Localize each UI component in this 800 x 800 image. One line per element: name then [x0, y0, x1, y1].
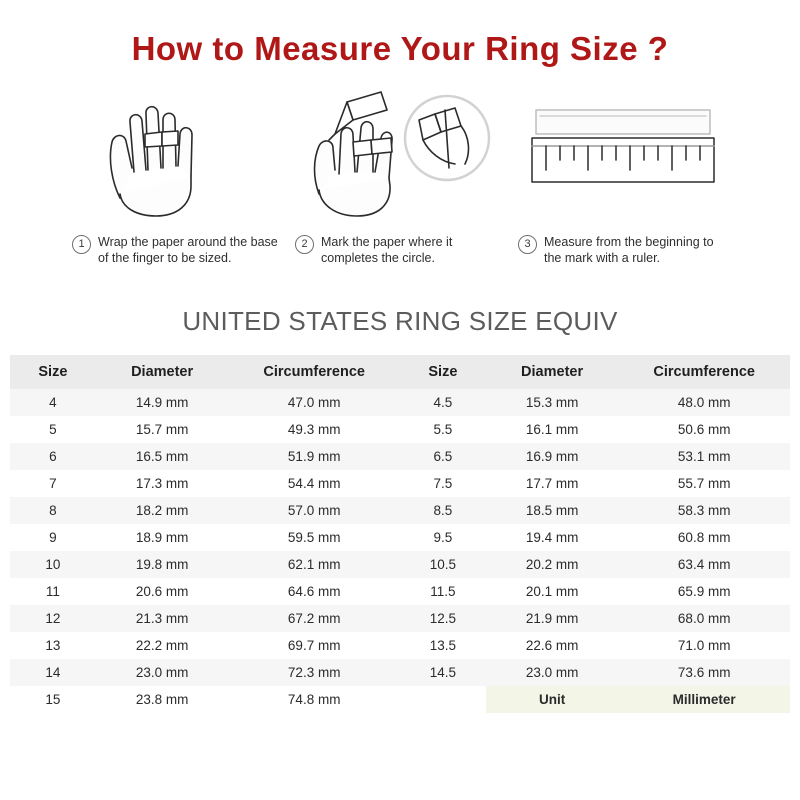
table-cell: 11.5: [400, 578, 486, 605]
table-cell: 16.5 mm: [96, 443, 229, 470]
table-cell: 15.7 mm: [96, 416, 229, 443]
table-cell: 50.6 mm: [618, 416, 790, 443]
table-cell: 10.5: [400, 551, 486, 578]
column-header-circumference-left: Circumference: [228, 355, 400, 389]
step-2: [295, 90, 505, 266]
table-cell: 9.5: [400, 524, 486, 551]
table-cell: 60.8 mm: [618, 524, 790, 551]
table-cell: 63.4 mm: [618, 551, 790, 578]
step-3: [518, 90, 728, 266]
table-cell: 9: [10, 524, 96, 551]
table-row: [10, 659, 790, 686]
step-1-text: Wrap the paper around the base of the finger to be sized.: [98, 235, 278, 265]
table-cell: 23.8 mm: [96, 686, 229, 713]
table-cell: 21.9 mm: [486, 605, 619, 632]
table-cell: 19.8 mm: [96, 551, 229, 578]
table-row: [10, 443, 790, 470]
table-cell: 5: [10, 416, 96, 443]
table-row: [10, 632, 790, 659]
table-cell: 4.5: [400, 389, 486, 416]
table-row: [10, 389, 790, 416]
table-cell: 48.0 mm: [618, 389, 790, 416]
table-cell: 7.5: [400, 470, 486, 497]
table-cell: 11: [10, 578, 96, 605]
table-cell: 19.4 mm: [486, 524, 619, 551]
table-cell: 73.6 mm: [618, 659, 790, 686]
table-cell: 13: [10, 632, 96, 659]
table-cell: 49.3 mm: [228, 416, 400, 443]
table-cell: 12: [10, 605, 96, 632]
column-header-size-left: Size: [10, 355, 96, 389]
table-cell: 55.7 mm: [618, 470, 790, 497]
table-cell: Unit: [486, 686, 619, 713]
table-cell: 8.5: [400, 497, 486, 524]
table-row: [10, 686, 790, 713]
step-2-caption: [295, 234, 505, 266]
table-row: [10, 497, 790, 524]
table-row: [10, 524, 790, 551]
table-cell: 22.2 mm: [96, 632, 229, 659]
table-cell: 23.0 mm: [486, 659, 619, 686]
table-cell: 71.0 mm: [618, 632, 790, 659]
table-cell: 14.9 mm: [96, 389, 229, 416]
table-cell: Millimeter: [618, 686, 790, 713]
step-1-caption: [72, 234, 282, 266]
page-title: How to Measure Your Ring Size ?: [131, 30, 669, 67]
table-cell: 6.5: [400, 443, 486, 470]
table-cell: 6: [10, 443, 96, 470]
table-cell: 62.1 mm: [228, 551, 400, 578]
ruler-measure-icon: [518, 90, 728, 218]
table-cell: 17.3 mm: [96, 470, 229, 497]
step-2-text: Mark the paper where it completes the circle.: [321, 235, 453, 265]
step-2-number: 2: [295, 235, 314, 254]
table-row: [10, 578, 790, 605]
table-cell: 74.8 mm: [228, 686, 400, 713]
table-cell: 4: [10, 389, 96, 416]
table-cell: 10: [10, 551, 96, 578]
table-cell: 21.3 mm: [96, 605, 229, 632]
table-cell: 72.3 mm: [228, 659, 400, 686]
table-cell: 16.1 mm: [486, 416, 619, 443]
table-cell: 47.0 mm: [228, 389, 400, 416]
step-3-text: Measure from the beginning to the mark with a ruler.: [544, 235, 714, 265]
table-cell: 15: [10, 686, 96, 713]
column-header-circumference-right: Circumference: [618, 355, 790, 389]
hand-paper-strip-icon: [72, 90, 282, 218]
column-header-diameter-left: Diameter: [96, 355, 229, 389]
table-cell: [400, 686, 486, 713]
table-cell: 14.5: [400, 659, 486, 686]
table-cell: 23.0 mm: [96, 659, 229, 686]
ring-size-table: [10, 355, 790, 713]
step-1: [72, 90, 282, 266]
step-3-number: 3: [518, 235, 537, 254]
table-cell: 65.9 mm: [618, 578, 790, 605]
table-cell: 22.6 mm: [486, 632, 619, 659]
table-cell: 8: [10, 497, 96, 524]
table-cell: 18.9 mm: [96, 524, 229, 551]
hand-pen-marking-icon: [295, 90, 505, 218]
table-row: [10, 416, 790, 443]
table-cell: 7: [10, 470, 96, 497]
table-cell: 18.5 mm: [486, 497, 619, 524]
table-body: [10, 389, 790, 713]
table-cell: 13.5: [400, 632, 486, 659]
table-row: [10, 605, 790, 632]
table-row: [10, 551, 790, 578]
table-cell: 58.3 mm: [618, 497, 790, 524]
steps-row: [0, 68, 800, 266]
table-cell: 69.7 mm: [228, 632, 400, 659]
table-cell: 57.0 mm: [228, 497, 400, 524]
table-cell: 20.2 mm: [486, 551, 619, 578]
table-cell: 20.1 mm: [486, 578, 619, 605]
table-heading: UNITED STATES RING SIZE EQUIV: [182, 306, 618, 336]
table-cell: 68.0 mm: [618, 605, 790, 632]
table-cell: 53.1 mm: [618, 443, 790, 470]
table-cell: 18.2 mm: [96, 497, 229, 524]
step-3-caption: [518, 234, 728, 266]
table-cell: 5.5: [400, 416, 486, 443]
step-1-number: 1: [72, 235, 91, 254]
column-header-size-right: Size: [400, 355, 486, 389]
table-cell: 17.7 mm: [486, 470, 619, 497]
table-cell: 14: [10, 659, 96, 686]
table-header-row: [10, 355, 790, 389]
table-cell: 12.5: [400, 605, 486, 632]
table-cell: 16.9 mm: [486, 443, 619, 470]
table-cell: 15.3 mm: [486, 389, 619, 416]
table-cell: 54.4 mm: [228, 470, 400, 497]
table-cell: 64.6 mm: [228, 578, 400, 605]
table-cell: 20.6 mm: [96, 578, 229, 605]
table-cell: 51.9 mm: [228, 443, 400, 470]
table-row: [10, 470, 790, 497]
table-cell: 67.2 mm: [228, 605, 400, 632]
column-header-diameter-right: Diameter: [486, 355, 619, 389]
table-cell: 59.5 mm: [228, 524, 400, 551]
